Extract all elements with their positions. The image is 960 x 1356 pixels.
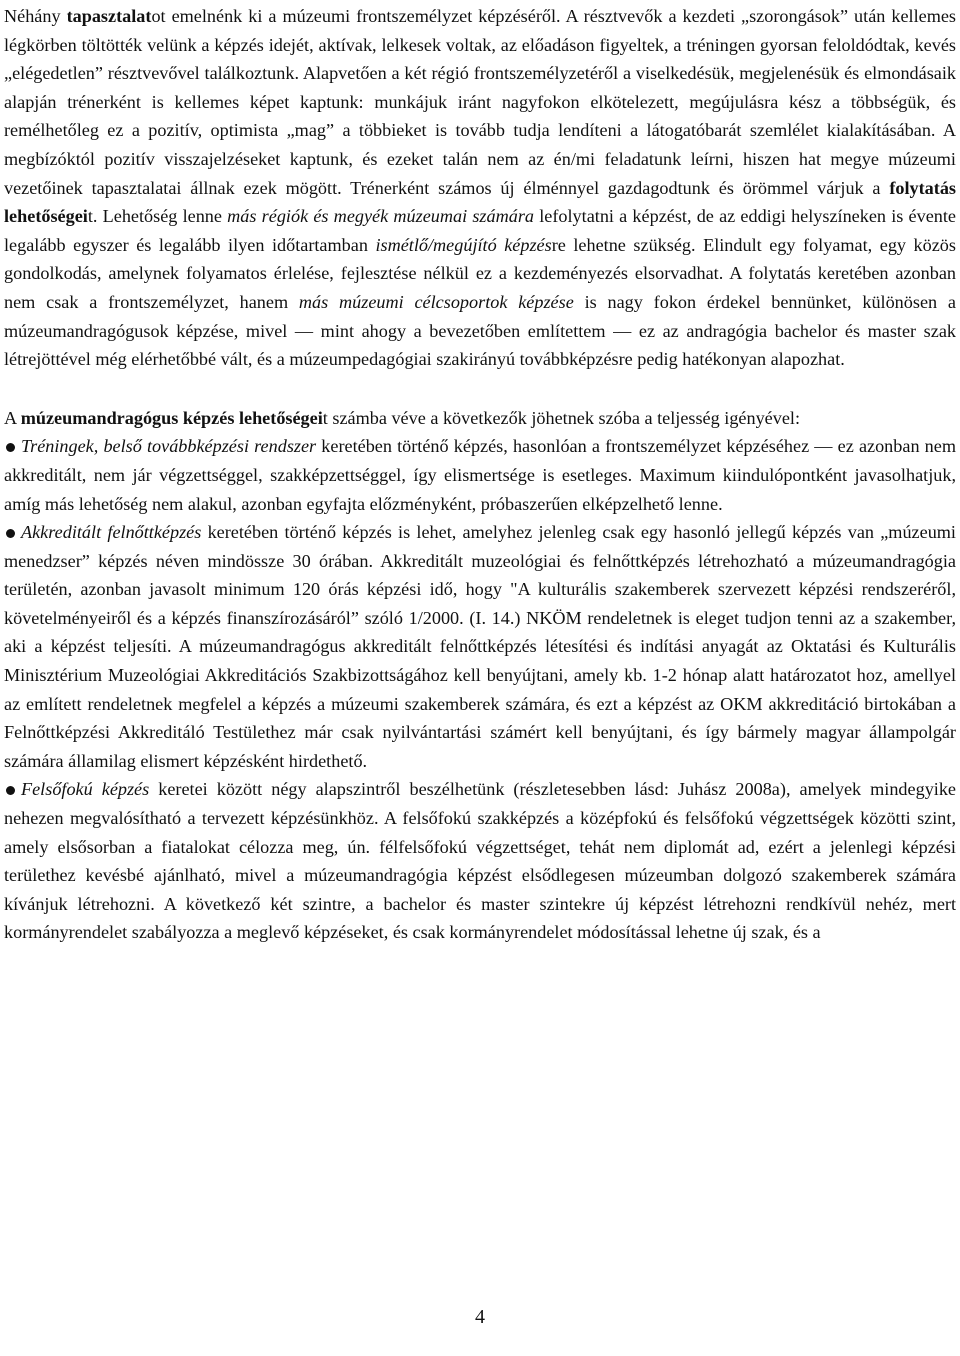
text-run: keretei között négy alapszintről beszélhetünk (részletesebben lásd: Juhász 2008a), amelyek mindegyike nehezen megvalósítható a tervezett képzésünkhöz. A felsőfokú szakképzés a középfokú és felsőfokú végzettségek közötti szint, amely elsősorban a fiatalokat célozza meg, ún. félfelsőfokú végzettséget, tehát nem diplomát ad, ezért a jelenlegi képzési területhez kevésbé ajánlható, mivel a múzeumandragógia képzést elsődlegesen múzeumban dolgozó szakemberek számára kívánjuk létrehozni. A következő két szintre, a bachelor és master szintekre új képzést létrehozni rendkívül nehéz, mert kormányrendelet szabályozza a meglevő képzéseket, és csak kormányrendelet módosítással lehetne új szak, és a	[4, 779, 957, 943]
paragraph-training-options-intro	[4, 404, 956, 433]
paragraph-training-experience	[4, 2, 956, 374]
bullet-dot-icon	[6, 443, 15, 452]
text-run: Néhány	[4, 6, 67, 26]
bullet-item-trainings	[4, 432, 956, 518]
italic-term: más múzeumi célcsoportok képzése	[298, 291, 574, 312]
text-run: keretében történő képzés is lehet, amelyhez jelenleg csak egy hasonló jellegű képzés van „múzeumi menedzser” képzés néven mindössze 30 órában. Akkreditált muzeológiai és felnőttképzés létrehozható a múzeumandragógia területén, azonban javasolt minimum 120 órás képzési idő, hogy "A kulturális szakemberek szervezett képzési rendszeréről, követelményeiről és a képzés finanszírozásáról” szóló 1/2000. (I. 14.) NKÖM rendeletnek is eleget tudjon tenni az a szakember, aki a képzést teljesíti. A múzeumandragógus akkreditált felnőttképzés létesítési és indítási anyagát az Oktatási és Kulturális Minisztérium Muzeológiai Akkreditációs Szakbizottságához kell benyújtani, amely kb. 1-2 hónap alatt határozatot hoz, amellyel az említett rendeletnek megfelel a képzés a múzeumi szakemberek számára, és ezt a képzést az OKM akkreditáció birtokában a Felnőttképzési Akkreditáló Testülethez már csak nyilvántartási számért kell benyújtani, és így bármely magyar állampolgár számára államilag elismert képzésként hirdethető.	[4, 522, 956, 771]
text-run: t számba véve a következők jöhetnek szóba a teljesség igényével:	[322, 407, 801, 428]
bold-term: múzeumandragógus képzés lehetőségei	[20, 407, 323, 428]
text-run: A	[4, 407, 21, 428]
bullet-item-accredited-adult-training	[4, 518, 956, 775]
bullet-dot-icon	[6, 786, 15, 795]
italic-term: Akkreditált felnőttképzés	[21, 522, 202, 543]
text-run: t. Lehetőség lenne	[87, 206, 228, 227]
page-number: 4	[475, 1306, 485, 1328]
text-run: keretében történő képzés, hasonlóan a frontszemélyzet képzéséhez — ez azonban nem akkreditált, nem jár végzettséggel, szakképzettséggel, így elismertsége is esetleges. Maximum kiindulópontként javasolhatjuk, amíg más lehetőség nem alakul, azonban egyfajta előzményként, próbaszerűen elképzelhető lenne.	[4, 436, 956, 514]
text-run: ot emelnénk ki a múzeumi frontszemélyzet képzéséről. A résztvevők a kezdeti „szorongások” után kellemes légkörben töltötték velünk a képzés idejét, aktívak, lelkesek voltak, az előadáson figyeltek, a tréningen gyorsan feloldódtak, kevés „elégedetlen” résztvevővel találkoztunk. Alapvetően a két régió frontszemélyzetéről a viselkedésük, megjelenésük és elmondásaik alapján trénerként is kellemes képet kaptunk: munkájuk iránt nagyfokon elkötelezett, megújulásra kész a többségük, és remélhetőleg ez a pozitív, optimista „mag” a többieket is tovább tudja lendíteni a látogatóbarát szemlélet kialakításában. A megbízóktól pozitív visszajelzéseket kaptunk, és ezeket talán nem az én/mi feladatunk leírni, hiszen hat megye múzeumi vezetőinek tapasztalatai állnak ezek mögött. Trénerként számos új élménnyel gazdagodtunk és örömmel várjuk a	[4, 6, 957, 198]
bullet-dot-icon	[6, 529, 15, 538]
italic-term: ismétlő/megújító képzés	[375, 234, 552, 255]
bullet-item-higher-education	[4, 775, 956, 947]
italic-term: Felsőfokú képzés	[21, 779, 150, 800]
bold-term: folytatás lehetőségei	[4, 177, 956, 227]
bold-term: tapasztalat	[66, 6, 152, 26]
text-run: re lehetne szükség. Elindult egy folyamat, egy közös gondolkodás, amelynek folyamatos érlelése, fejlesztése nélkül ez a kezdeményezés elsorvadhat. A folytatás keretében azonban nem csak a frontszemélyzet, hanem	[4, 234, 956, 312]
text-run: is nagy fokon érdekel bennünket, különösen a múzeumandragógusok képzése, mivel — mint ahogy a bevezetőben említettem — ez az andragógia bachelor és master szak létrejöttével még elérhetőbbé vált, és a múzeumpedagógiai szakirányú továbbképzésre pedig hatékonyan alapozhat.	[4, 291, 956, 370]
text-run: lefolytatni a képzést, de az eddigi helyszíneken is évente legalább egyszer és legalább ilyen időtartamban	[4, 206, 957, 255]
italic-term: más régiók és megyék múzeumai számára	[227, 206, 535, 227]
italic-term: Tréningek, belső továbbképzési rendszer	[21, 436, 317, 457]
